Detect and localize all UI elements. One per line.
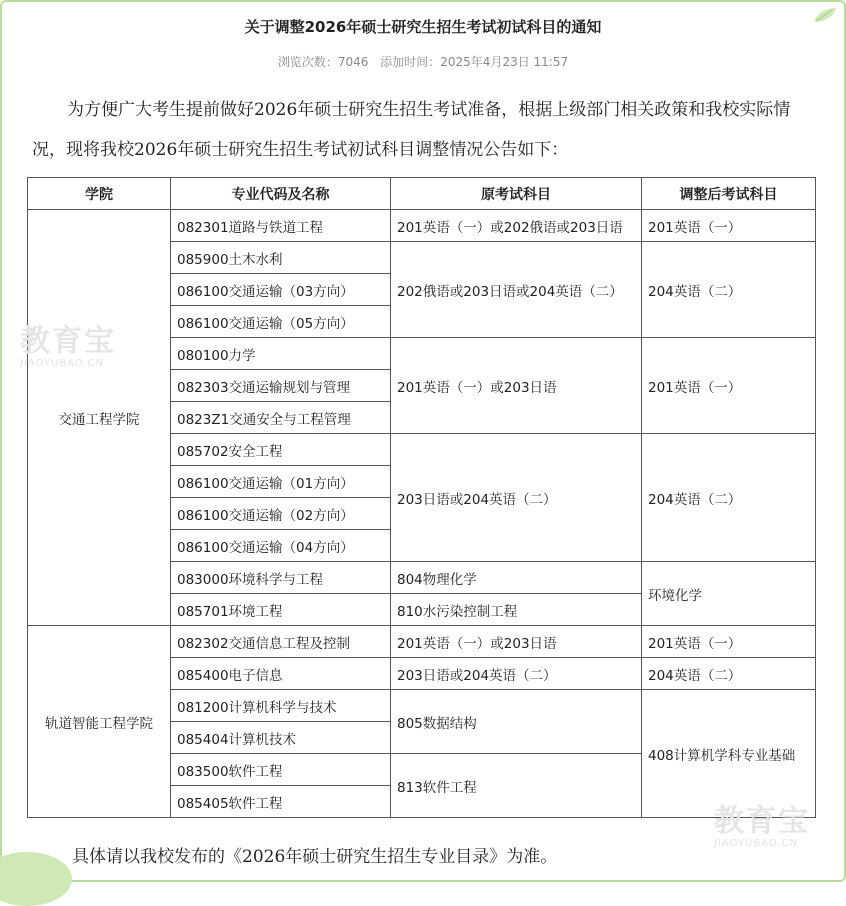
adjusted-subject-cell: 204英语（二） (642, 242, 816, 338)
footer-note: 具体请以我校发布的《2026年硕士研究生招生专业目录》为准。 (72, 847, 558, 867)
major-cell: 085405软件工程 (171, 786, 391, 818)
original-subject-cell: 810水污染控制工程 (391, 594, 642, 626)
major-cell: 086100交通运输（03方向） (171, 274, 391, 306)
original-subject-cell: 201英语（一）或202俄语或203日语 (391, 210, 642, 242)
header-adjusted-subject: 调整后考试科目 (642, 178, 816, 210)
adjusted-subject-cell: 204英语（二） (642, 434, 816, 562)
watermark-brand: 教育宝 (20, 324, 116, 359)
major-cell: 085701环境工程 (171, 594, 391, 626)
major-cell: 081200计算机科学与技术 (171, 690, 391, 722)
original-subject-cell: 813软件工程 (391, 754, 642, 818)
original-subject-cell: 201英语（一）或203日语 (391, 626, 642, 658)
major-cell: 086100交通运输（05方向） (171, 306, 391, 338)
adjusted-subject-cell: 408计算机学科专业基础 (642, 690, 816, 818)
publish-date: 添加时间：2025年4月23日 11:57 (380, 55, 569, 69)
watermark-brand: 教育宝 (714, 804, 810, 839)
watermark-site: JIAOYUBAO.CN (20, 358, 104, 369)
original-subject-cell: 201英语（一）或203日语 (391, 338, 642, 434)
major-cell: 080100力学 (171, 338, 391, 370)
major-cell: 0823Z1交通安全与工程管理 (171, 402, 391, 434)
notice-title: 关于调整2026年硕士研究生招生考试初试科目的通知 (244, 18, 602, 36)
table-header-row (28, 178, 816, 210)
major-cell: 082303交通运输规划与管理 (171, 370, 391, 402)
major-cell: 086100交通运输（04方向） (171, 530, 391, 562)
major-cell: 082302交通信息工程及控制 (171, 626, 391, 658)
original-subject-cell: 203日语或204英语（二） (391, 434, 642, 562)
table-row (28, 626, 816, 658)
college-cell: 轨道智能工程学院 (28, 626, 171, 818)
adjusted-subject-cell: 204英语（二） (642, 658, 816, 690)
major-cell: 085404计算机技术 (171, 722, 391, 754)
original-subject-cell: 203日语或204英语（二） (391, 658, 642, 690)
major-cell: 085900土木水利 (171, 242, 391, 274)
adjusted-subject-cell: 环境化学 (642, 562, 816, 626)
major-cell: 086100交通运输（02方向） (171, 498, 391, 530)
adjusted-subject-cell: 201英语（一） (642, 338, 816, 434)
major-cell: 086100交通运输（01方向） (171, 466, 391, 498)
intro-paragraph: 为方便广大考生提前做好2026年硕士研究生招生考试准备，根据上级部门相关政策和我校实际情况，现将我校2026年硕士研究生招生考试初试科目调整情况公告如下： (32, 100, 791, 160)
header-original-subject: 原考试科目 (391, 178, 642, 210)
subject-table (27, 177, 816, 818)
college-cell: 交通工程学院 (28, 210, 171, 626)
major-cell: 085400电子信息 (171, 658, 391, 690)
major-cell: 083000环境科学与工程 (171, 562, 391, 594)
adjusted-subject-cell: 201英语（一） (642, 210, 816, 242)
major-cell: 083500软件工程 (171, 754, 391, 786)
table-row (28, 210, 816, 242)
original-subject-cell: 202俄语或203日语或204英语（二） (391, 242, 642, 338)
notice-meta (0, 53, 846, 70)
header-major: 专业代码及名称 (171, 178, 391, 210)
watermark-site: JIAOYUBAO.CN (714, 838, 798, 849)
original-subject-cell: 805数据结构 (391, 690, 642, 754)
header-college: 学院 (28, 178, 171, 210)
view-count: 浏览次数：7046 (277, 55, 369, 69)
adjusted-subject-cell: 201英语（一） (642, 626, 816, 658)
major-cell: 082301道路与铁道工程 (171, 210, 391, 242)
major-cell: 085702安全工程 (171, 434, 391, 466)
original-subject-cell: 804物理化学 (391, 562, 642, 594)
